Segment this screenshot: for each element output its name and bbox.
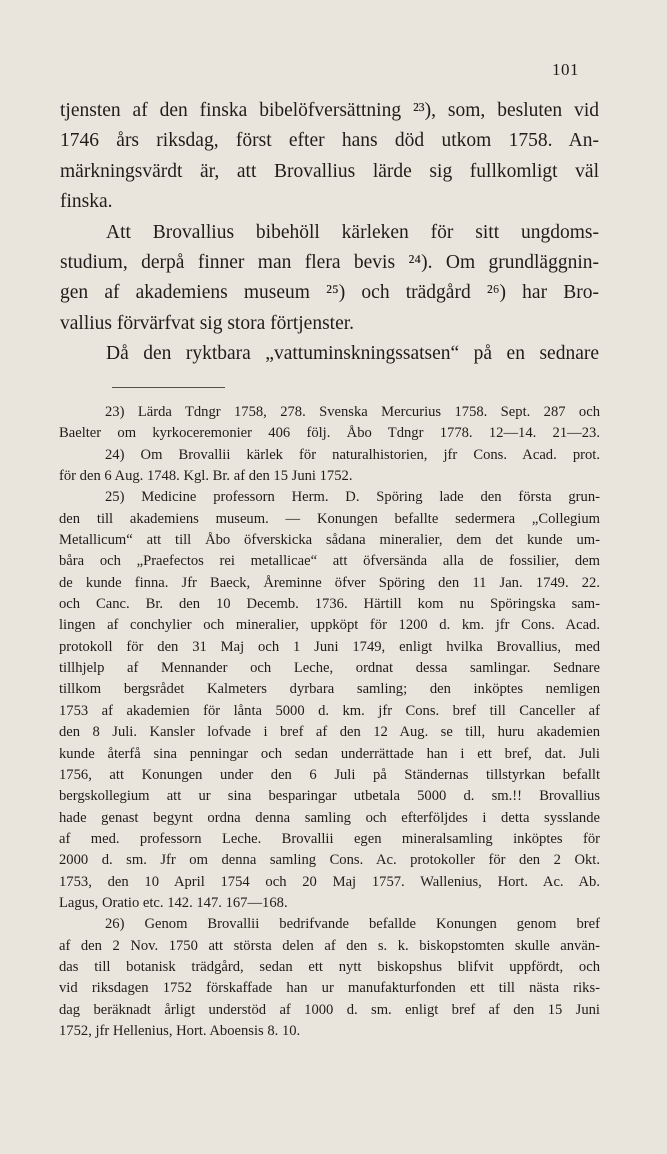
footnote-line: bergskollegium att ur sina besparingar utbetala 5000 d. sm.!! Brovallius <box>59 788 600 805</box>
main-line: tjensten af den finska bibelöfversättning ²³), som, besluten vid <box>60 100 599 121</box>
page-number: 101 <box>552 60 579 79</box>
footnote-line: 25) Medicine professorn Herm. D. Spöring lade den första grun- <box>105 489 600 506</box>
footnote-line: protokoll för den 31 Maj och 1 Juni 1749, enligt hvilka Brovallius, med <box>59 638 600 655</box>
main-line: märkningsvärdt är, att Brovallius lärde sig fullkomligt väl <box>60 160 599 182</box>
main-line: 1746 års riksdag, först efter hans död utkom 1758. An- <box>60 130 599 152</box>
footnote-line: 23) Lärda Tdngr 1758, 278. Svenska Mercurius 1758. Sept. 287 och <box>105 404 600 420</box>
footnote-line: af den 2 Nov. 1750 att största delen af den s. k. biskopstomten skulle använ- <box>59 937 600 954</box>
main-text <box>60 96 599 370</box>
footnote-line: 1753 af akademien för lånta 5000 d. km. jfr Cons. bref till Canceller af <box>59 702 600 719</box>
footnote-line: Baelter om kyrkoceremonier 406 följ. Åbo Tdngr 1778. 12—14. 21—23. <box>59 425 600 442</box>
footnote-line: båra och „Praefectos rei metallicae“ att öfversända alla de fossilier, dem <box>59 553 600 570</box>
footnote-line: och Canc. Br. den 10 Decemb. 1736. Härtill kom nu Spöringska sam- <box>59 596 600 613</box>
main-line: studium, derpå finner man flera bevis ²⁴). Om grundläggnin- <box>60 252 599 274</box>
main-line: Att Brovallius bibehöll kärleken för sitt ungdoms- <box>106 221 599 243</box>
footnote-line: 1753, den 10 April 1754 och 20 Maj 1757. Wallenius, Hort. Ac. Ab. <box>59 873 600 890</box>
footnote-line: hade genast begynt ordna denna samling och efterföljdes i detta sysslande <box>59 809 600 826</box>
footnote-line: tillkom bergsrådet Kalmeters dyrbara samling; den inköptes nemligen <box>59 681 600 698</box>
footnote-line: den 8 Juli. Kansler lofvade i bref af den 12 Aug. se till, huru akademien <box>59 724 600 741</box>
footnote-line: 1752, jfr Hellenius, Hort. Aboensis 8. 10. <box>59 1022 301 1039</box>
footnote-line: tillhjelp af Mennander och Leche, ordnat dessa samlingar. Sednare <box>59 660 600 677</box>
footnote-line: Metallicum“ att till Åbo öfverskicka sådana mineralier, dem det kunde um- <box>59 532 600 549</box>
footnote-line: af med. professorn Leche. Brovallii egen mineralsamling inköptes för <box>59 830 600 847</box>
footnote-line: das till botanisk trädgård, sedan ett nytt biskopshus blifvit uppfördt, och <box>59 958 600 975</box>
footnote-line: 1756, att Konungen under den 6 Juli på Ständernas tillstyrkan befallt <box>59 766 600 783</box>
footnote-line: lingen af conchylier och mineralier, uppköpt för 1200 d. km. jfr Cons. Acad. <box>59 617 600 634</box>
footnote-line: dag beräknadt årligt understöd af 1000 d. sm. enligt bref af den 15 Juni <box>59 1001 600 1018</box>
main-line: Då den ryktbara „vattuminskningssatsen“ på en sednare <box>106 343 599 365</box>
footnote-line: Lagus, Oratio etc. 142. 147. 167—168. <box>59 894 288 911</box>
footnote-line: de kunde finna. Jfr Baeck, Åreminne öfver Spöring den 11 Jan. 1749. 22. <box>59 574 600 591</box>
footnote-line: vid riksdagen 1752 förskaffade han ur manufakturfonden ett till nästa riks- <box>59 980 600 997</box>
main-line: gen af akademiens museum ²⁵) och trädgård ²⁶) har Bro- <box>60 282 599 304</box>
footnote-line: 24) Om Brovallii kärlek för naturalhistorien, jfr Cons. Acad. prot. <box>105 446 600 463</box>
footnote-line: kunde återfå sina penningar och sedan underrättade han i ett bref, dat. Juli <box>59 745 600 762</box>
main-line: finska. <box>60 191 113 213</box>
main-line: vallius förvärfvat sig stora förtjenster. <box>60 312 355 334</box>
footnote-line: 2000 d. sm. Jfr om denna samling Cons. Ac. protokoller för den 2 Okt. <box>59 852 600 869</box>
footnote-line: den till akademiens museum. — Konungen befallte sedermera „Collegium <box>59 510 600 527</box>
footnote-separator <box>112 387 225 388</box>
footnote-line: 26) Genom Brovallii bedrifvande befallde Konungen genom bref <box>105 916 600 933</box>
footnote-line: för den 6 Aug. 1748. Kgl. Br. af den 15 Juni 1752. <box>59 468 353 485</box>
footnotes <box>59 402 600 1042</box>
